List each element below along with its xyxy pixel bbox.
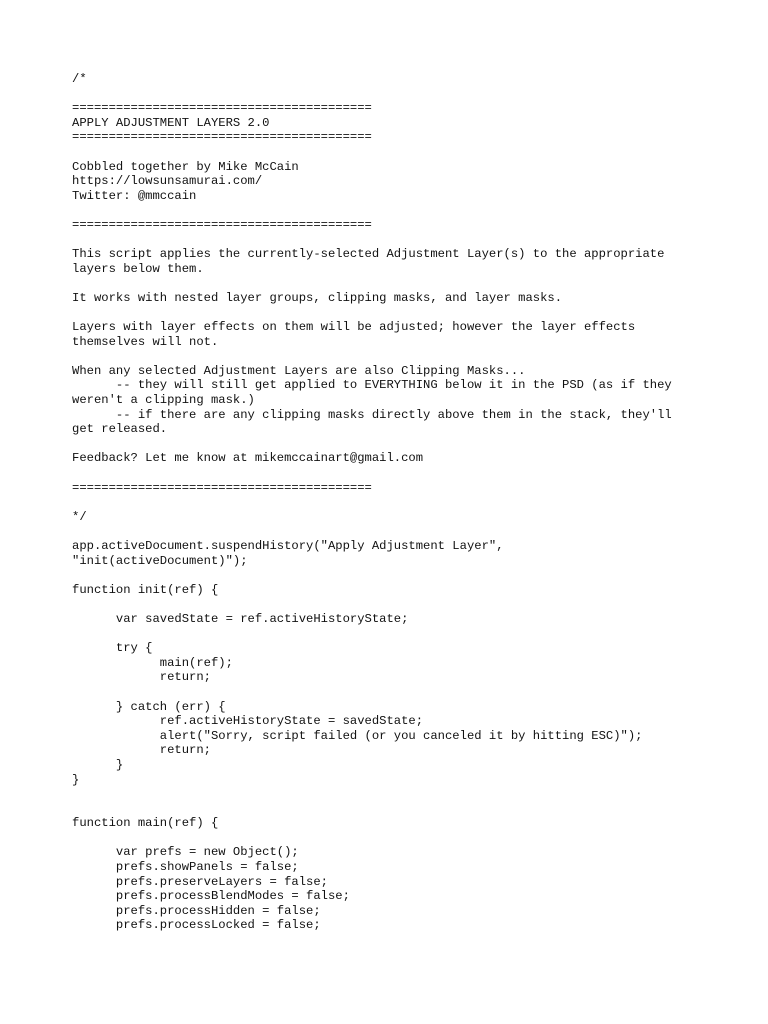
code-line: layers below them. <box>72 261 204 276</box>
code-line <box>72 831 712 846</box>
code-line <box>72 276 712 291</box>
code-line: main(ref); <box>72 655 233 670</box>
code-line: */ <box>72 509 87 524</box>
code-line: Feedback? Let me know at mikemccainart@gmail.com <box>72 451 424 466</box>
code-line: var prefs = new Object(); <box>72 845 299 860</box>
code-line: It works with nested layer groups, clipping masks, and layer masks. <box>72 290 563 305</box>
code-line <box>72 597 712 612</box>
code-line <box>72 466 712 481</box>
code-line <box>72 145 712 160</box>
code-line: } catch (err) { <box>72 699 226 714</box>
code-line <box>72 802 712 817</box>
code-line: ref.activeHistoryState = savedState; <box>72 714 424 729</box>
code-line: /* <box>72 72 87 86</box>
code-line: This script applies the currently-selected Adjustment Layer(s) to the appropriate <box>72 247 665 262</box>
code-line: prefs.processBlendModes = false; <box>72 889 350 904</box>
code-line: get released. <box>72 422 168 437</box>
code-line: function main(ref) { <box>72 816 219 831</box>
code-line: -- if there are any clipping masks directly above them in the stack, they'll <box>72 407 672 422</box>
document-page <box>72 72 712 933</box>
code-line: app.activeDocument.suspendHistory("Apply Adjustment Layer", <box>72 539 504 553</box>
code-line: When any selected Adjustment Layers are also Clipping Masks... <box>72 363 526 378</box>
code-line <box>72 685 712 700</box>
code-line <box>72 787 712 802</box>
code-line: https://lowsunsamurai.com/ <box>72 174 263 189</box>
code-line: return; <box>72 670 211 685</box>
code-line <box>72 203 712 218</box>
code-line <box>72 437 712 452</box>
code-line: APPLY ADJUSTMENT LAYERS 2.0 <box>72 115 270 130</box>
code-line <box>72 495 712 510</box>
code-line <box>72 349 712 364</box>
code-line: themselves will not. <box>72 334 219 349</box>
code-line <box>72 627 712 642</box>
code-line: Layers with layer effects on them will be adjusted; however the layer effects <box>72 320 636 335</box>
code-line: prefs.processLocked = false; <box>72 918 321 933</box>
code-line <box>72 233 712 248</box>
code-line: return; <box>72 743 211 758</box>
code-line: ========================================= <box>72 217 372 232</box>
code-line: prefs.showPanels = false; <box>72 860 299 875</box>
code-line: } <box>72 772 80 787</box>
code-line: var savedState = ref.activeHistoryState; <box>72 611 409 626</box>
code-line: Cobbled together by Mike McCain <box>72 159 299 174</box>
code-line: prefs.preserveLayers = false; <box>72 874 328 889</box>
code-line: ========================================= <box>72 480 372 495</box>
code-line <box>72 524 712 539</box>
code-line: prefs.processHidden = false; <box>72 903 321 918</box>
code-line: try { <box>72 641 153 656</box>
code-line: ========================================= <box>72 101 372 116</box>
code-line: ========================================= <box>72 130 372 145</box>
code-line: "init(activeDocument)"); <box>72 553 248 568</box>
code-line <box>72 87 712 102</box>
code-line: alert("Sorry, script failed (or you canceled it by hitting ESC)"); <box>72 728 643 743</box>
code-line <box>72 306 712 321</box>
code-line: } <box>72 757 124 772</box>
code-line: function init(ref) { <box>72 582 219 597</box>
code-line <box>72 568 712 583</box>
code-line: Twitter: @mmccain <box>72 188 197 203</box>
code-line: weren't a clipping mask.) <box>72 393 255 408</box>
code-line: -- they will still get applied to EVERYTHING below it in the PSD (as if they <box>72 378 672 393</box>
